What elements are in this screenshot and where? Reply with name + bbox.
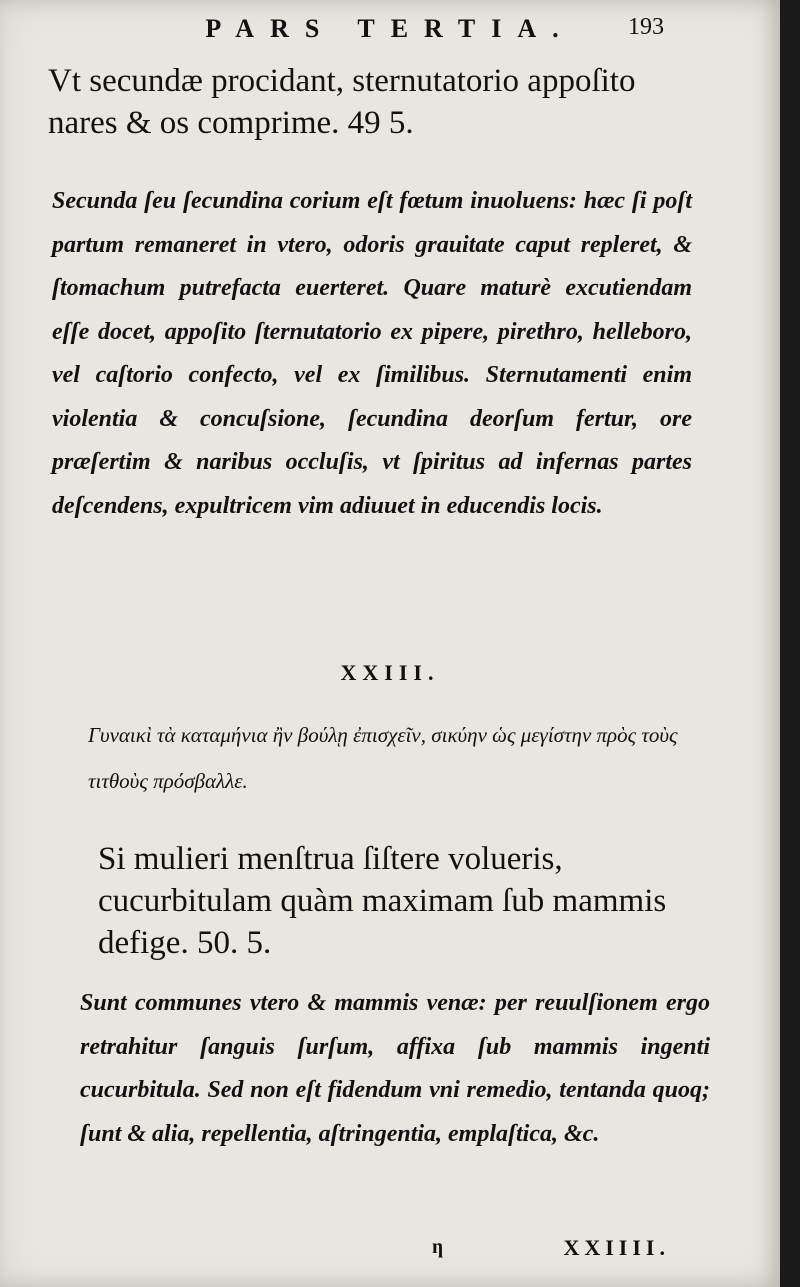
commentary-2: Sunt communes vtero & mammis venæ: per reuulſionem ergo retrahitur ſanguis ſurſum, affixa ſub mammis ingenti cucurbitula. Sed non eſt fidendum vni remedio, tentanda quoq; ſunt & alia, repellentia, aſtringentia, emplaſtica, &c. — [80, 990, 710, 1147]
catchword: XXIIII. — [563, 1235, 670, 1260]
running-head: PARS TERTIA. — [205, 14, 575, 43]
greek-text: Γυναικὶ τὰ καταμήνια ἢν βούλῃ ἐπισχεῖν, σικύην ὡς μεγίστην πρὸς τοὺς τιτθοὺς πρόσβαλλε. — [88, 723, 678, 793]
page-number: 193 — [628, 14, 664, 40]
signature-mark: ƞ — [432, 1236, 444, 1258]
page-edge-shadow — [780, 0, 800, 1287]
aphorism-number: XXIII. — [340, 660, 440, 685]
aphorism-latin-2: Si mulieri menſtrua ſiſtere volueris, cucurbitulam quàm maximam ſub mammis defige. 50. 5. — [98, 841, 667, 961]
aphorism-latin-1: Vt secundæ procidant, sternutatorio appoſito nares & os comprime. 49 5. — [48, 63, 636, 141]
commentary-1: Secunda ſeu ſecundina corium eſt fœtum inuoluens: hæc ſi poſt partum remaneret in vtero, odoris grauitate caput repleret, & ſtomachum putrefacta euerteret. Quare maturè excutiendam eſſe docet, appoſito ſternutatorio ex pipere, pirethro, helleboro, vel caſtorio confecto, vel ex ſimilibus. Sternutamenti enim violentia & concuſsione, ſecundina deorſum fertur, ore præſertim & naribus occluſis, vt ſpiritus ad infernas partes deſcendens, expultricem vim adiuuet in educendis locis. — [52, 188, 692, 519]
